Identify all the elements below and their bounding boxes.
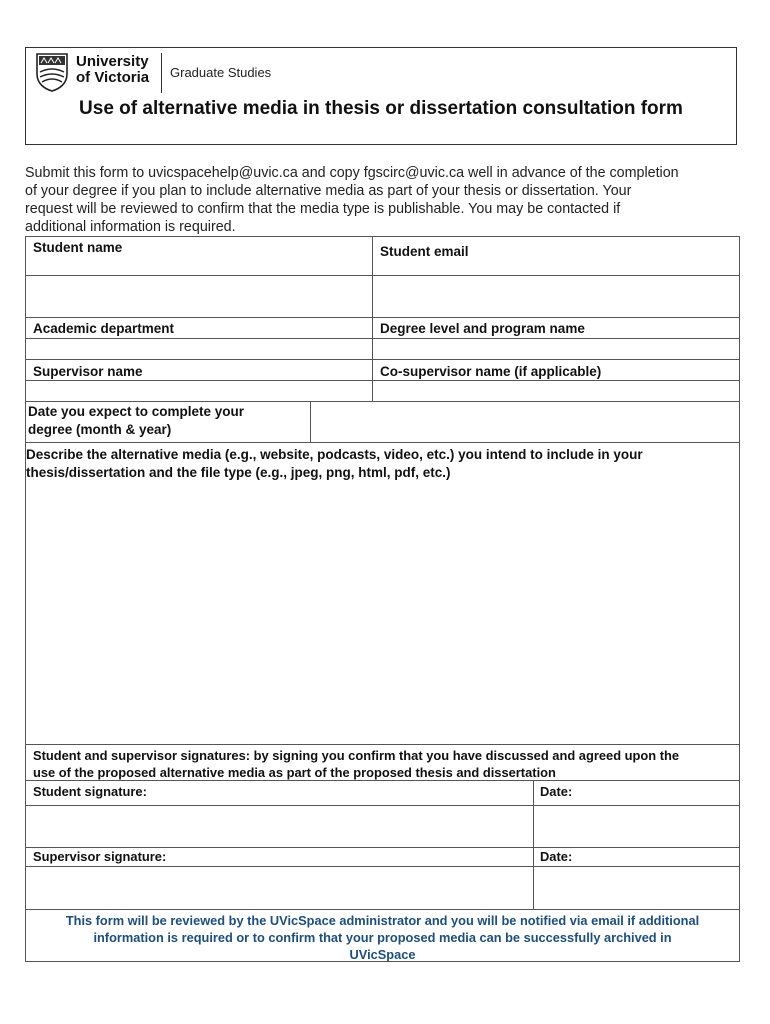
- completion-date-label: [28, 403, 244, 439]
- academic-department-field[interactable]: [26, 339, 371, 358]
- student-email-field[interactable]: [373, 276, 739, 316]
- intro-line: Submit this form to uvicspacehelp@uvic.ca and copy fgscirc@uvic.ca well in advance of the completion: [25, 165, 679, 181]
- student-email-label: Student email: [380, 244, 469, 259]
- supervisor-signature-date-label: Date:: [540, 849, 573, 864]
- student-signature-field[interactable]: [26, 806, 532, 846]
- student-name-label: Student name: [33, 240, 123, 255]
- signatures-statement-line1: Student and supervisor signatures: by signing you confirm that you have discussed and agreed upon the: [33, 748, 680, 763]
- signatures-statement: [33, 747, 738, 781]
- describe-media-label-line2: thesis/dissertation and the file type (e.g., jpeg, png, html, pdf, etc.): [26, 465, 451, 480]
- describe-media-label-line1: Describe the alternative media (e.g., website, podcasts, video, etc.) you intend to include in your: [26, 447, 643, 462]
- academic-department-label: Academic department: [33, 321, 175, 336]
- university-name-line2: of Victoria: [76, 69, 150, 86]
- review-notice: [26, 912, 739, 963]
- review-notice-line1: This form will be reviewed by the UVicSpace administrator and you will be notified via email if additional: [65, 913, 700, 928]
- row-divider: [25, 317, 740, 318]
- university-name: [76, 54, 149, 86]
- review-notice-line2: information is required or to confirm that your proposed media can be successfully archived in: [93, 930, 672, 945]
- completion-date-field[interactable]: [311, 402, 739, 441]
- supervisor-signature-date-field[interactable]: [534, 867, 739, 908]
- column-divider: [372, 236, 373, 402]
- university-name-line1: University: [76, 53, 149, 70]
- describe-media-field[interactable]: [26, 485, 739, 743]
- student-signature-date-label: Date:: [540, 784, 573, 799]
- student-signature-label: Student signature:: [33, 784, 147, 799]
- signatures-statement-line2: use of the proposed alternative media as part of the proposed thesis and dissertation: [33, 765, 556, 780]
- unit-name: Graduate Studies: [170, 65, 272, 80]
- row-divider: [25, 744, 740, 745]
- university-shield-icon: [35, 52, 69, 92]
- logo-divider: [161, 53, 162, 93]
- row-divider: [25, 442, 740, 443]
- completion-date-label-line1: Date you expect to complete your: [28, 404, 245, 419]
- intro-line: of your degree if you plan to include alternative media as part of your thesis or dissertation. Your: [25, 183, 632, 199]
- describe-media-label: [26, 446, 738, 482]
- student-name-field[interactable]: [26, 276, 371, 316]
- supervisor-signature-field[interactable]: [26, 867, 532, 908]
- supervisor-name-label: Supervisor name: [33, 364, 143, 379]
- row-divider: [25, 359, 740, 360]
- intro-line: additional information is required.: [25, 219, 236, 235]
- co-supervisor-name-field[interactable]: [373, 381, 739, 400]
- review-notice-line3: UVicSpace: [349, 947, 416, 962]
- supervisor-name-field[interactable]: [26, 381, 371, 400]
- degree-level-field[interactable]: [373, 339, 739, 358]
- form-title: Use of alternative media in thesis or dissertation consultation form: [79, 98, 683, 119]
- degree-level-label: Degree level and program name: [380, 321, 585, 336]
- supervisor-signature-label: Supervisor signature:: [33, 849, 167, 864]
- intro-line: request will be reviewed to confirm that the media type is publishable. You may be contacted if: [25, 201, 621, 217]
- intro-paragraph: [25, 164, 737, 236]
- student-signature-date-field[interactable]: [534, 806, 739, 846]
- completion-date-label-line2: degree (month & year): [28, 422, 172, 437]
- row-divider: [25, 909, 740, 910]
- co-supervisor-name-label: Co-supervisor name (if applicable): [380, 364, 602, 379]
